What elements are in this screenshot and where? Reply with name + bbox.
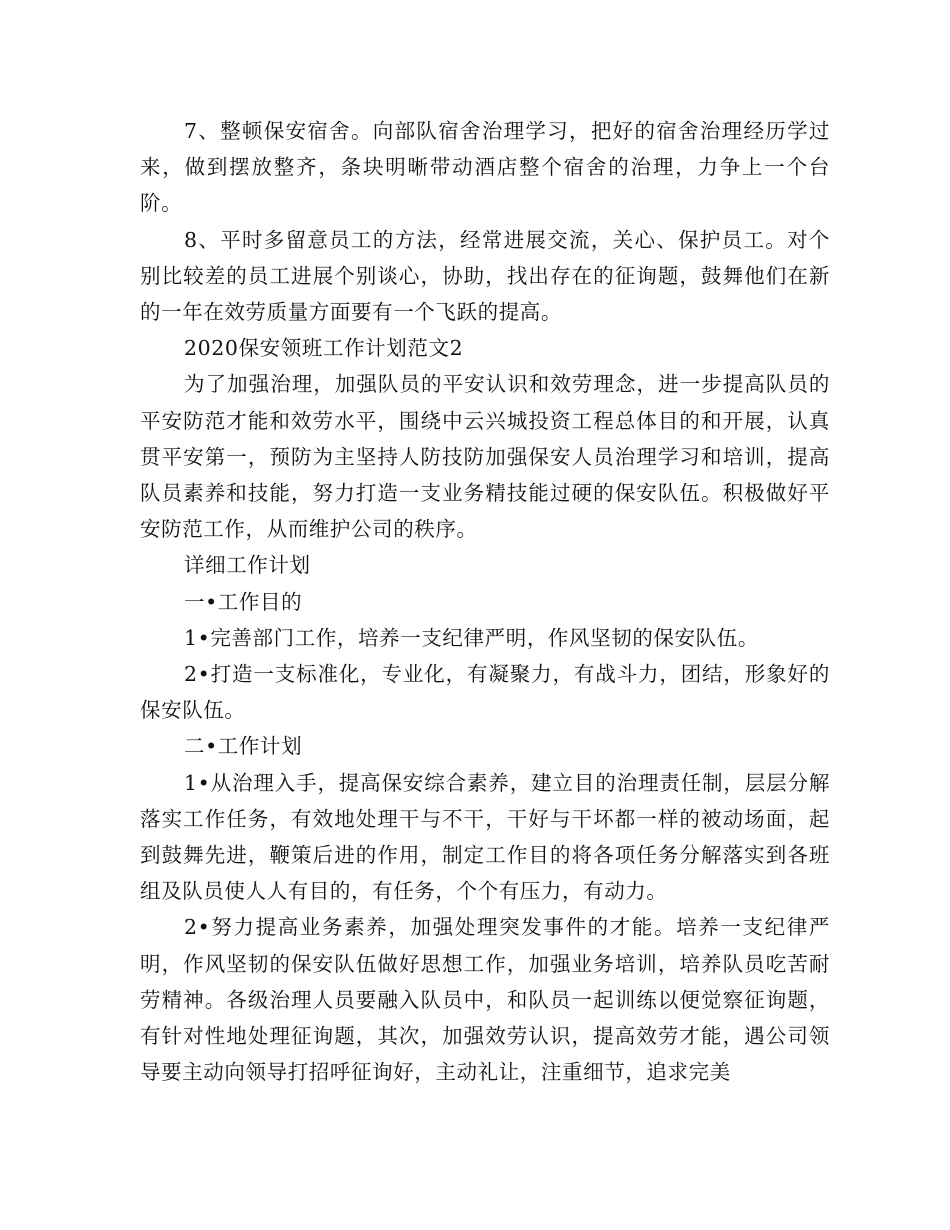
paragraph-item-8: 8、平时多留意员工的方法，经常进展交流，关心、保护员工。对个别比较差的员工进展个别谈心，协助，找出存在的征询题，鼓舞他们在新的一年在效劳质量方面要有一个飞跃的提高。 bbox=[140, 227, 830, 325]
work-plan-heading: 二•工作计划 bbox=[184, 734, 303, 759]
plan-item-1: 1•从治理入手，提高保安综合素养，建立目的治理责任制，层层分解落实工作任务，有效地处理干与不干，干好与干坏都一样的被动场面，起到鼓舞先进，鞭策后进的作用，制定工作目的将各项任务分解落实到各班组及队员使人人有目的，有任务，个个有压力，有动力。 bbox=[140, 770, 830, 904]
plan-heading: 详细工作计划 bbox=[184, 553, 311, 578]
goals-heading: 一•工作目的 bbox=[184, 589, 303, 614]
section-title: 2020保安领班工作计划范文2 bbox=[184, 336, 464, 361]
plan-item-2: 2•努力提高业务素养，加强处理突发事件的才能。培养一支纪律严明，作风坚韧的保安队伍做好思想工作，加强业务培训，培养队员吃苦耐劳精神。各级治理人员要融入队员中，和队员一起训练以便觉察征询题，有针对性地处理征询题，其次，加强效劳认识，提高效劳才能，遇公司领导要主动向领导打招呼征询好，主动礼让，注重细节，追求完美 bbox=[140, 915, 830, 1085]
intro-paragraph: 为了加强治理，加强队员的平安认识和效劳理念，进一步提高队员的平安防范才能和效劳水平，围绕中云兴城投资工程总体目的和开展，认真贯平安第一，预防为主坚持人防技防加强保安人员治理学习和培训，提高队员素养和技能，努力打造一支业务精技能过硬的保安队伍。积极做好平安防范工作，从而维护公司的秩序。 bbox=[140, 372, 830, 542]
goal-item-2: 2•打造一支标准化，专业化，有凝聚力，有战斗力，团结，形象好的保安队伍。 bbox=[140, 662, 830, 723]
document-body bbox=[140, 113, 830, 1090]
paragraph-item-7: 7、整顿保安宿舍。向部队宿舍治理学习，把好的宿舍治理经历学过来，做到摆放整齐，条块明晰带动酒店整个宿舍的治理，力争上一个台阶。 bbox=[140, 119, 830, 216]
goal-item-1: 1•完善部门工作，培养一支纪律严明，作风坚韧的保安队伍。 bbox=[184, 625, 759, 650]
